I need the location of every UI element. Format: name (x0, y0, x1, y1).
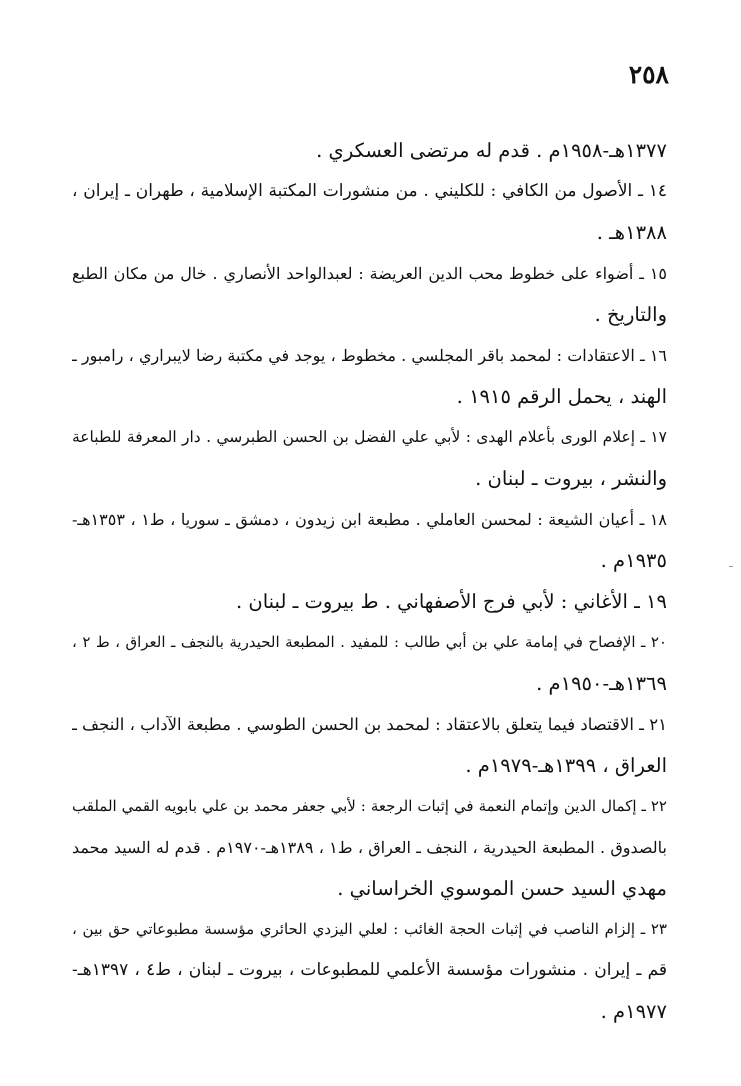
margin-mark (729, 566, 733, 567)
bibliography-line: مهدي السيد حسن الموسوي الخراساني . (337, 877, 667, 900)
bibliography-line: ١٤ ـ الأصول من الكافي : للكليني . من منشورات المكتبة الإسلامية ، طهران ـ إيران ، (72, 181, 667, 201)
bibliography-line: قم ـ إيران . منشورات مؤسسة الأعلمي للمطبوعات ، بيروت ـ لبنان ، ط٤ ، ١٣٩٧هـ- (72, 960, 667, 980)
bibliography-line: ١٦ ـ الاعتقادات : لمحمد باقر المجلسي . مخطوط ، يوجد في مكتبة رضا لايبراري ، رامبور ـ (72, 346, 667, 365)
bibliography-line: ٢١ ـ الاقتصاد فيما يتعلق بالاعتقاد : لمحمد بن الحسن الطوسي . مطبعة الآداب ، النجف ـ (72, 715, 667, 734)
bibliography-line: ١٩٣٥م . (600, 549, 667, 572)
bibliography-line: ٢٠ ـ الإفصاح في إمامة علي بن أبي طالب : للمفيد . المطبعة الحيدرية بالنجف ـ العراق ، ط ٢ ، (72, 633, 667, 651)
bibliography-list (72, 130, 667, 1032)
bibliography-line: ١٥ ـ أضواء على خطوط محب الدين العريضة : لعبدالواحد الأنصاري . خال من مكان الطبع (72, 264, 667, 283)
bibliography-line: والنشر ، بيروت ـ لبنان . (475, 467, 667, 490)
bibliography-line: العراق ، ١٣٩٩هـ-١٩٧٩م . (465, 754, 667, 777)
bibliography-line: بالصدوق . المطبعة الحيدرية ، النجف ـ العراق ، ط١ ، ١٣٨٩هـ-١٩٧٠م . قدم له السيد محمد (72, 838, 667, 857)
bibliography-line: الهند ، يحمل الرقم ١٩١٥ . (456, 385, 667, 408)
bibliography-line: ١٨ ـ أعيان الشيعة : لمحسن العاملي . مطبعة ابن زيدون ، دمشق ـ سوريا ، ط١ ، ١٣٥٣هـ- (72, 510, 667, 529)
bibliography-line: ١٣٦٩هـ-١٩٥٠م . (536, 672, 667, 695)
bibliography-line: ٢٢ ـ إكمال الدين وإتمام النعمة في إثبات الرجعة : لأبي جعفر محمد بن علي بابويه القمي الملقب (72, 797, 667, 815)
page-number: ٢٥٨ (628, 60, 669, 89)
bibliography-line: ١٩ ـ الأغاني : لأبي فرج الأصفهاني . ط بيروت ـ لبنان . (236, 590, 667, 613)
bibliography-line: ١٣٧٧هـ-١٩٥٨م . قدم له مرتضى العسكري . (316, 139, 667, 162)
bibliography-line: ١٣٨٨هـ . (596, 221, 667, 244)
bibliography-line: والتاريخ . (594, 303, 667, 326)
bibliography-line: ١٧ ـ إعلام الورى بأعلام الهدى : لأبي علي الفضل بن الحسن الطبرسي . دار المعرفة للطباعة (72, 428, 667, 446)
bibliography-line: ١٩٧٧م . (600, 1000, 667, 1023)
bibliography-line: ٢٣ ـ إلزام الناصب في إثبات الحجة الغائب : لعلي اليزدي الحائري مؤسسة مطبوعاتي حق بين ، (72, 920, 667, 938)
